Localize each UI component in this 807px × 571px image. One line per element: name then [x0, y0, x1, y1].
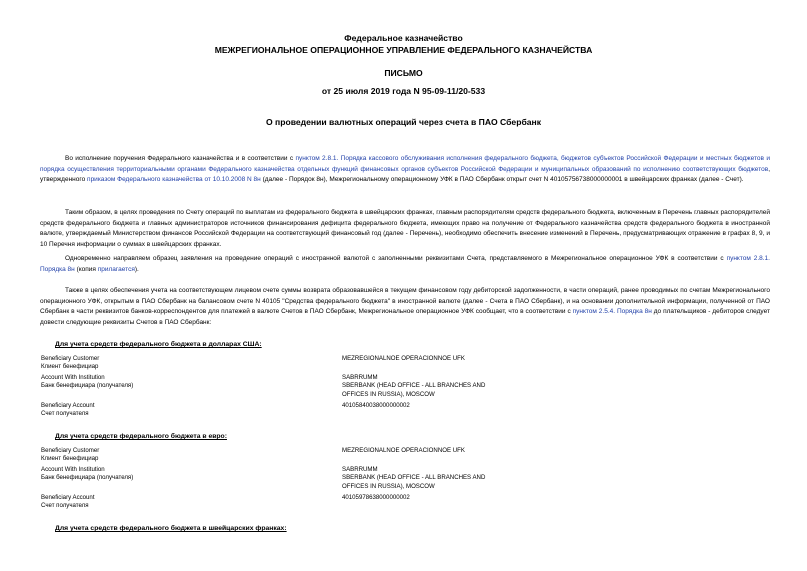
label-account-with-institution: Account With Institution Банк бенефициара (получателя): [41, 374, 134, 390]
paragraph-4: Также в целях обеспечения учета на соответствующем лицевом счете суммы возврата образовавшейся в текущем финансовом году дебиторской задолженности, в части операций, ранее проводимых по счетам Межрегионального операционного УФК, открытым в ПАО Сбербанк на балансовом счете N 40105 "Средства федерального бюджета" в иностранной валюте (далее - Счета в ПАО Сбербанк), и на основании дополнительной информации, полученной от ПАО Сбербанк в части реквизитов банков-корреспондентов для платежей в валюте Счетов в ПАО Сбербанк, Межрегиональное операционное УФК сообщает, что в соответствии с пунктом 2.5.4. Порядка 8н до плательщиков - дебиторов следует довести следующие реквизиты Счетов в ПАО Сбербанк:: [40, 287, 770, 326]
paragraph-1: Во исполнение поручения Федерального казначейства и в соответствии с пунктом 2.8.1. Порядка кассового обслуживания исполнения федерального бюджета, бюджетов субъектов Российской Федерации и местных бюджетов и порядка осуществления территориальными органами Федерального казначейства отдельных функций финансовых органов субъектов Российской Федерации и муниципальных образований по исполнению соответствующих бюджетов, утвержденного приказом Федерального казначейства от 10.10.2008 N 8н (далее - Порядок 8н), Межрегиональному операционному УФК в ПАО Сбербанк открыт счет N 40105756738000000001 в швейцарских франках (далее - Счет).: [40, 155, 770, 184]
label-account-with-institution: Account With Institution Банк бенефициара (получателя): [41, 466, 134, 482]
value-account-with-institution: SABRRUMM SBERBANK (HEAD OFFICE - ALL BRANCHES AND OFFICES IN RUSSIA), MOSCOW: [342, 466, 486, 490]
label-beneficiary-customer: Beneficiary Customer Клиент бенефициар: [41, 447, 100, 463]
link-procedure-8n-2-8-1[interactable]: пунктом 2.8.1. Порядка 8н: [40, 255, 770, 273]
value-beneficiary-account: 40105978638000000002: [342, 494, 410, 501]
section-title-usd: Для учета средств федерального бюджета в долларах США:: [55, 341, 262, 348]
value-account-with-institution: SABRRUMM SBERBANK (HEAD OFFICE - ALL BRANCHES AND OFFICES IN RUSSIA), MOSCOW: [342, 374, 486, 398]
value-beneficiary-customer: MEZREGIONALNOE OPERACIONNOE UFK: [342, 355, 465, 362]
department-name: МЕЖРЕГИОНАЛЬНОЕ ОПЕРАЦИОННОЕ УПРАВЛЕНИЕ ФЕДЕРАЛЬНОГО КАЗНАЧЕЙСТВА: [214, 45, 593, 55]
paragraph-3: Одновременно направляем образец заявления на проведение операций с иностранной валютой с заполненными реквизитами Счета, представляемого в Межрегиональное операционное УФК в соответствии с пунктом 2.8.1. Порядка 8н (копия прилагается).: [40, 255, 770, 273]
link-procedure-8n-2-5-4[interactable]: пунктом 2.5.4. Порядка 8н: [572, 308, 652, 316]
link-procedure-2-8-1[interactable]: пунктом 2.8.1. Порядка кассового обслуживания исполнения федерального бюджета, бюджетов субъектов Российской Федерации и местных бюджетов и порядка осуществления территориальными органами Федерального казначейства отдельных функций финансовых органов субъектов Российской Федерации и муниципальных образований по исполнению соответствующих бюджетов: [40, 155, 770, 173]
section-title-chf: Для учета средств федерального бюджета в швейцарских франках:: [55, 525, 287, 532]
value-beneficiary-customer: MEZREGIONALNOE OPERACIONNOE UFK: [342, 447, 465, 454]
label-beneficiary-customer: Beneficiary Customer Клиент бенефициар: [41, 355, 100, 371]
section-title-eur: Для учета средств федерального бюджета в евро:: [55, 433, 227, 440]
paragraph-2: Таким образом, в целях проведения по Счету операций по выплатам из федерального бюджета в швейцарских франках, главным распорядителям средств федерального бюджета, включенным в Перечень главных распорядителей средств федерального бюджета и главных администраторов источников финансирования дефицита федерального бюджета, имеющих право на получение от Федерального казначейства средств федерального бюджета в иностранной валюте, утверждаемый Министерством финансов Российской Федерации на соответствующий финансовый год (далее - Перечень), необходимо обеспечить внесение изменений в Перечень, предусматривающих отражение в графах 8, 9, и 10 Перечня информации о суммах в швейцарских франках.: [40, 209, 770, 248]
document-date-number: от 25 июля 2019 года N 95-09-11/20-533: [321, 86, 486, 96]
value-beneficiary-account: 40105840038000000002: [342, 402, 410, 409]
label-beneficiary-account: Beneficiary Account Счет получателя: [41, 494, 95, 510]
org-name: Федеральное казначейство: [344, 33, 463, 43]
label-beneficiary-account: Beneficiary Account Счет получателя: [41, 402, 95, 418]
link-order-8n[interactable]: приказом Федерального казначейства от 10.10.2008 N 8н: [87, 176, 261, 184]
link-attachment[interactable]: прилагается: [97, 265, 135, 273]
document-subject: О проведении валютных операций через счета в ПАО Сбербанк: [265, 117, 542, 127]
document-type: ПИСЬМО: [384, 68, 423, 78]
